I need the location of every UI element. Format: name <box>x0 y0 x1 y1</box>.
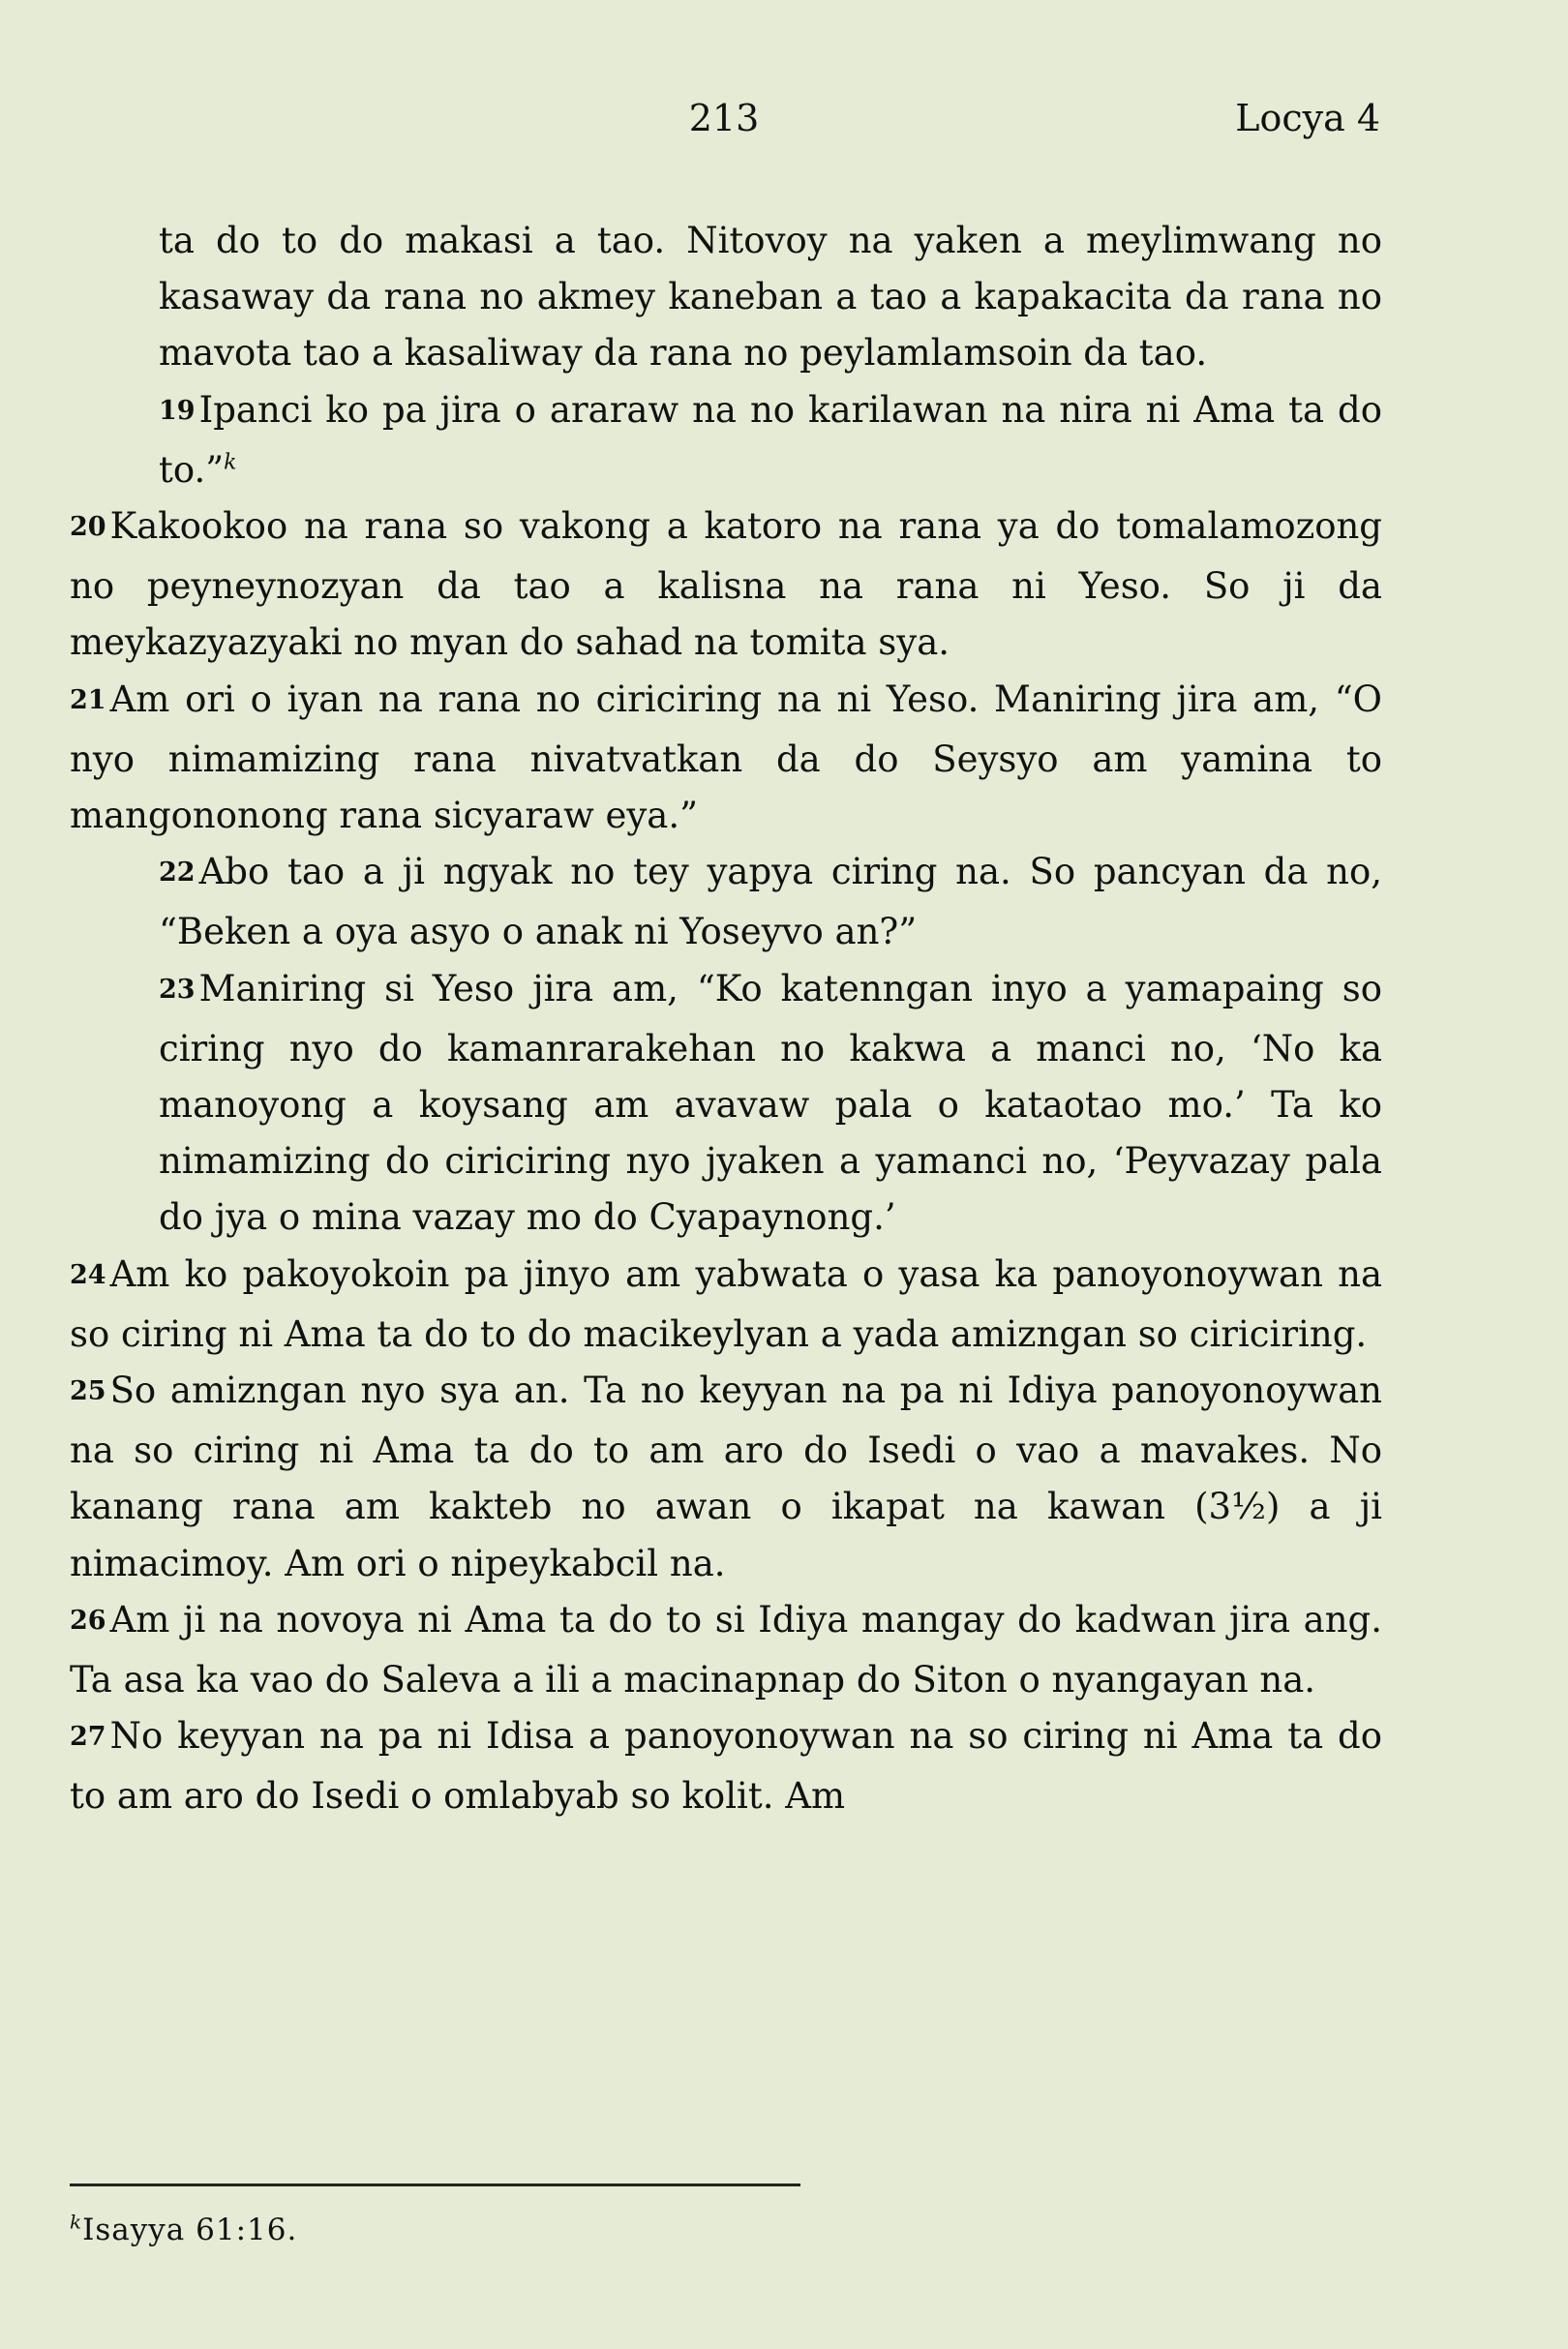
verse-text: Am ori o iyan na rana no ciriciring na ni Yeso. Maniring jira am, “O nyo nimamizing rana nivatvatkan da do Seysyo am yamina to mangononong rana sicyaraw eya.” <box>70 678 1382 837</box>
footnote-marker: k <box>224 450 237 475</box>
verse-paragraph <box>70 382 1382 498</box>
footnote-letter: k <box>70 2210 83 2234</box>
footnote <box>70 2209 297 2251</box>
verse-text: So amizngan nyo sya an. Ta no keyyan na pa ni Idiya panoyonoywan na so ciring ni Ama ta do to am aro do Isedi o vao a mavakes. No kanang rana am kakteb no awan o ikapat na kawan (3½) a ji nimacimoy. Am ori o nipeykabcil na. <box>70 1370 1382 1584</box>
footnote-reference: Isayya 61:16. <box>82 2213 298 2247</box>
verse-text: No keyyan na pa ni Idisa a panoyonoywan na so ciring ni Ama ta do to am aro do Isedi o omlabyab so kolit. Am <box>70 1715 1382 1818</box>
chapter-reference: Locya 4 <box>1235 97 1380 139</box>
verse-text: Ipanci ko pa jira o araraw na no karilawan na nira ni Ama ta do to.” <box>159 388 1382 491</box>
verse-text: ta do to do makasi a tao. Nitovoy na yaken a meylimwang no kasaway da rana no akmey kaneban a tao a kapakacita da rana no mavota tao a kasaliway da rana no peylamlamsoin da tao. <box>159 220 1382 375</box>
verse-number: 22 <box>159 858 196 888</box>
verse-number: 27 <box>70 1722 106 1753</box>
verse-paragraph <box>70 1363 1382 1592</box>
verse-text: Am ko pakoyokoin pa jinyo am yabwata o yasa ka panoyonoywan na so ciring ni Ama ta do to do macikeylyan a yada amizngan so ciriciring. <box>70 1252 1382 1355</box>
verse-number: 26 <box>70 1605 106 1636</box>
body-text <box>70 213 1382 1825</box>
verse-text: Kakookoo na rana so vakong a katoro na rana ya do tomalamozong no peyneynozyan da tao a kalisna na rana ni Yeso. So ji da meykazyazyaki no myan do sahad na tomita sya. <box>70 505 1382 664</box>
footnote-divider <box>70 2183 800 2186</box>
verse-number: 24 <box>70 1259 106 1290</box>
verse-text: Am ji na novoya ni Ama ta do to si Idiya mangay do kadwan jira ang. Ta asa ka vao do Saleva a ili a macinapnap do Siton o nyangayan na. <box>70 1598 1382 1702</box>
verse-paragraph <box>70 672 1382 845</box>
running-head <box>68 89 1380 147</box>
verse-number: 25 <box>70 1376 106 1407</box>
verse-paragraph <box>70 1247 1382 1363</box>
verse-paragraph <box>70 961 1382 1247</box>
verse-number: 23 <box>159 974 196 1005</box>
verse-text: Abo tao a ji ngyak no tey yapya ciring na. So pancyan da no, “Beken a oya asyo o anak ni Yoseyvo an?” <box>159 851 1382 953</box>
verse-paragraph <box>70 498 1382 672</box>
verse-number: 21 <box>70 684 106 715</box>
verse-paragraph <box>70 844 1382 960</box>
verse-paragraph <box>70 213 1382 382</box>
verse-text: Maniring si Yeso jira am, “Ko katenngan inyo a yamapaing so ciring nyo do kamanrarakehan no kakwa a manci no, ‘No ka manoyong a koysang am avavaw pala o kataotao mo.’ Ta ko nimamizing do ciriciring nyo jyaken a yamanci no, ‘Peyvazay pala do jya o mina vazay mo do Cyapaynong.’ <box>159 967 1382 1239</box>
verse-paragraph <box>70 1592 1382 1708</box>
verse-number: 20 <box>70 512 106 543</box>
page-number: 213 <box>688 97 760 139</box>
verse-number: 19 <box>159 395 196 426</box>
verse-paragraph <box>70 1708 1382 1824</box>
